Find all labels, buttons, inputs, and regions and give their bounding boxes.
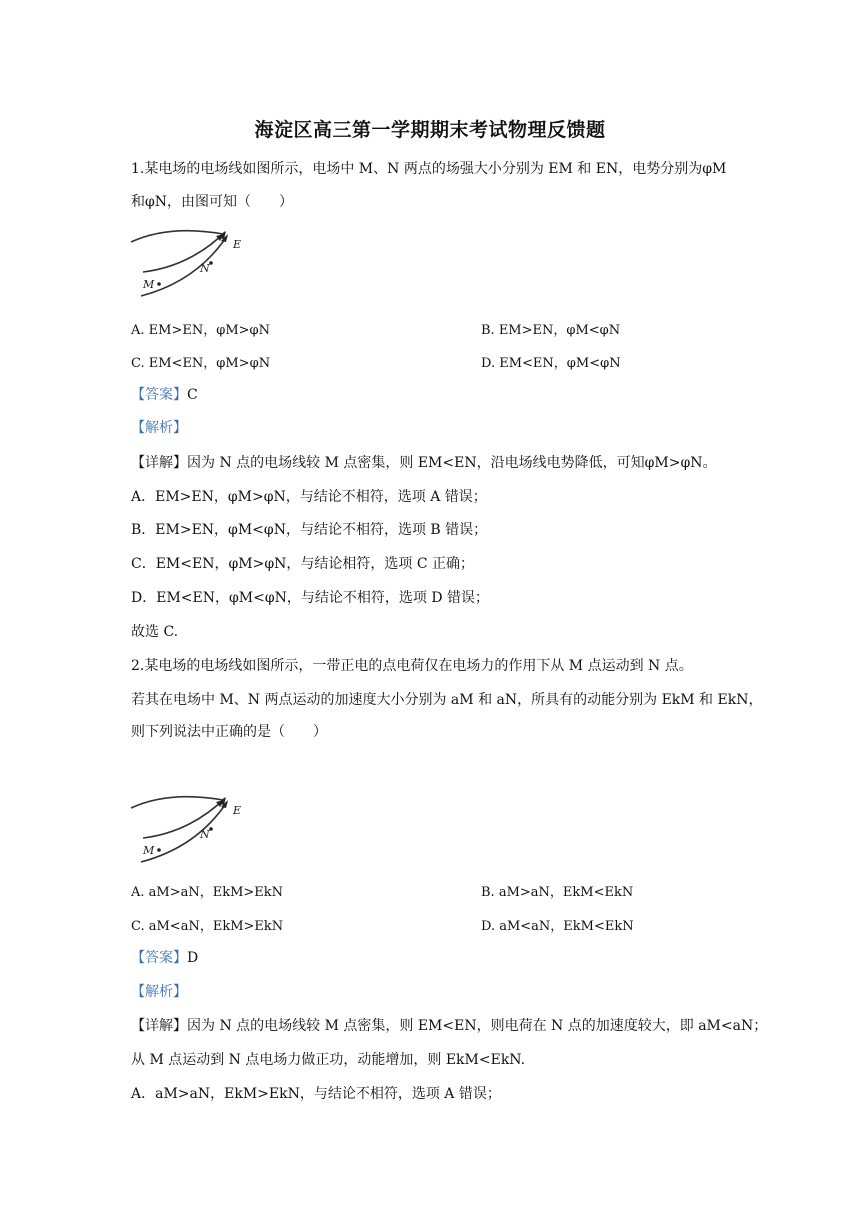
- q2-stem-line-1: 2.某电场的电场线如图所示，一带正电的点电荷仅在电场力的作用下从 M 点运动到 N 点。: [131, 658, 693, 674]
- fig-label-m: M: [143, 844, 155, 857]
- analysis-tag: 【解析】: [131, 984, 187, 1000]
- q2-field-line-figure: [129, 792, 249, 864]
- analysis-tag: 【解析】: [131, 420, 187, 436]
- fig-label-e: E: [233, 804, 242, 817]
- q1-conclusion: 故选 C.: [131, 624, 179, 640]
- q1-stem-line-2: 和φN，由图可知（ ）: [131, 194, 294, 210]
- q2-stem-line-3: 则下列说法中正确的是（ ）: [131, 724, 327, 740]
- fig-label-m: M: [143, 278, 155, 291]
- q1-explain-d: D．EM<EN，φM<φN，与结论不相符，选项 D 错误；: [131, 590, 490, 606]
- q1-option-d: D. EM<EN，φM<φN: [481, 356, 621, 371]
- q2-stem-line-2: 若其在电场中 M、N 两点运动的加速度大小分别为 aM 和 aN，所具有的动能分别为 EkM 和 EkN，: [131, 692, 763, 708]
- page-title: 海淀区高三第一学期期末考试物理反馈题: [254, 119, 606, 141]
- q2-option-c: C. aM<aN，EkM>EkN: [131, 919, 284, 934]
- q1-option-c: C. EM<EN，φM>φN: [131, 356, 271, 371]
- fig-label-n: N: [200, 828, 210, 841]
- q1-detail: 【详解】因为 N 点的电场线较 M 点密集，则 EM<EN，沿电场线电势降低，可知φM>φN。: [131, 455, 717, 471]
- q1-answer-row: [131, 384, 198, 404]
- q1-stem-line-1: 1.某电场的电场线如图所示，电场中 M、N 两点的场强大小分别为 EM 和 EN，电势分别为φM: [131, 161, 727, 177]
- q2-option-b: B. aM>aN，EkM<EkN: [481, 885, 634, 900]
- q2-option-a: A. aM>aN，EkM>EkN: [131, 885, 284, 900]
- q1-option-a: A. EM>EN，φM>φN: [131, 323, 270, 338]
- q1-explain-a: A．EM>EN，φM>φN，与结论不相符，选项 A 错误；: [131, 489, 487, 505]
- answer-value: C: [187, 387, 198, 403]
- q1-field-line-figure: [129, 226, 249, 298]
- q1-option-b: B. EM>EN，φM<φN: [481, 323, 621, 338]
- q2-option-d: D. aM<aN，EkM<EkN: [481, 919, 634, 934]
- q2-detail-line-2: 从 M 点运动到 N 点电场力做正功，动能增加，则 EkM<EkN.: [131, 1052, 526, 1068]
- answer-tag: 【答案】: [131, 950, 187, 966]
- q1-explain-b: B．EM>EN，φM<φN，与结论不相符，选项 B 错误；: [131, 522, 488, 538]
- fig-label-n: N: [200, 262, 210, 275]
- q2-answer-row: [131, 947, 198, 967]
- q1-explain-c: C．EM<EN，φM>φN，与结论相符，选项 C 正确；: [131, 556, 474, 572]
- fig-label-e: E: [233, 238, 242, 251]
- q2-detail-line-1: 【详解】因为 N 点的电场线较 M 点密集，则 EM<EN，则电荷在 N 点的加速度较大，即 aM<aN；: [131, 1018, 768, 1034]
- answer-value: D: [187, 950, 199, 966]
- answer-tag: 【答案】: [131, 387, 187, 403]
- q2-explain-a: A．aM>aN，EkM>EkN，与结论不相符，选项 A 错误；: [131, 1086, 501, 1102]
